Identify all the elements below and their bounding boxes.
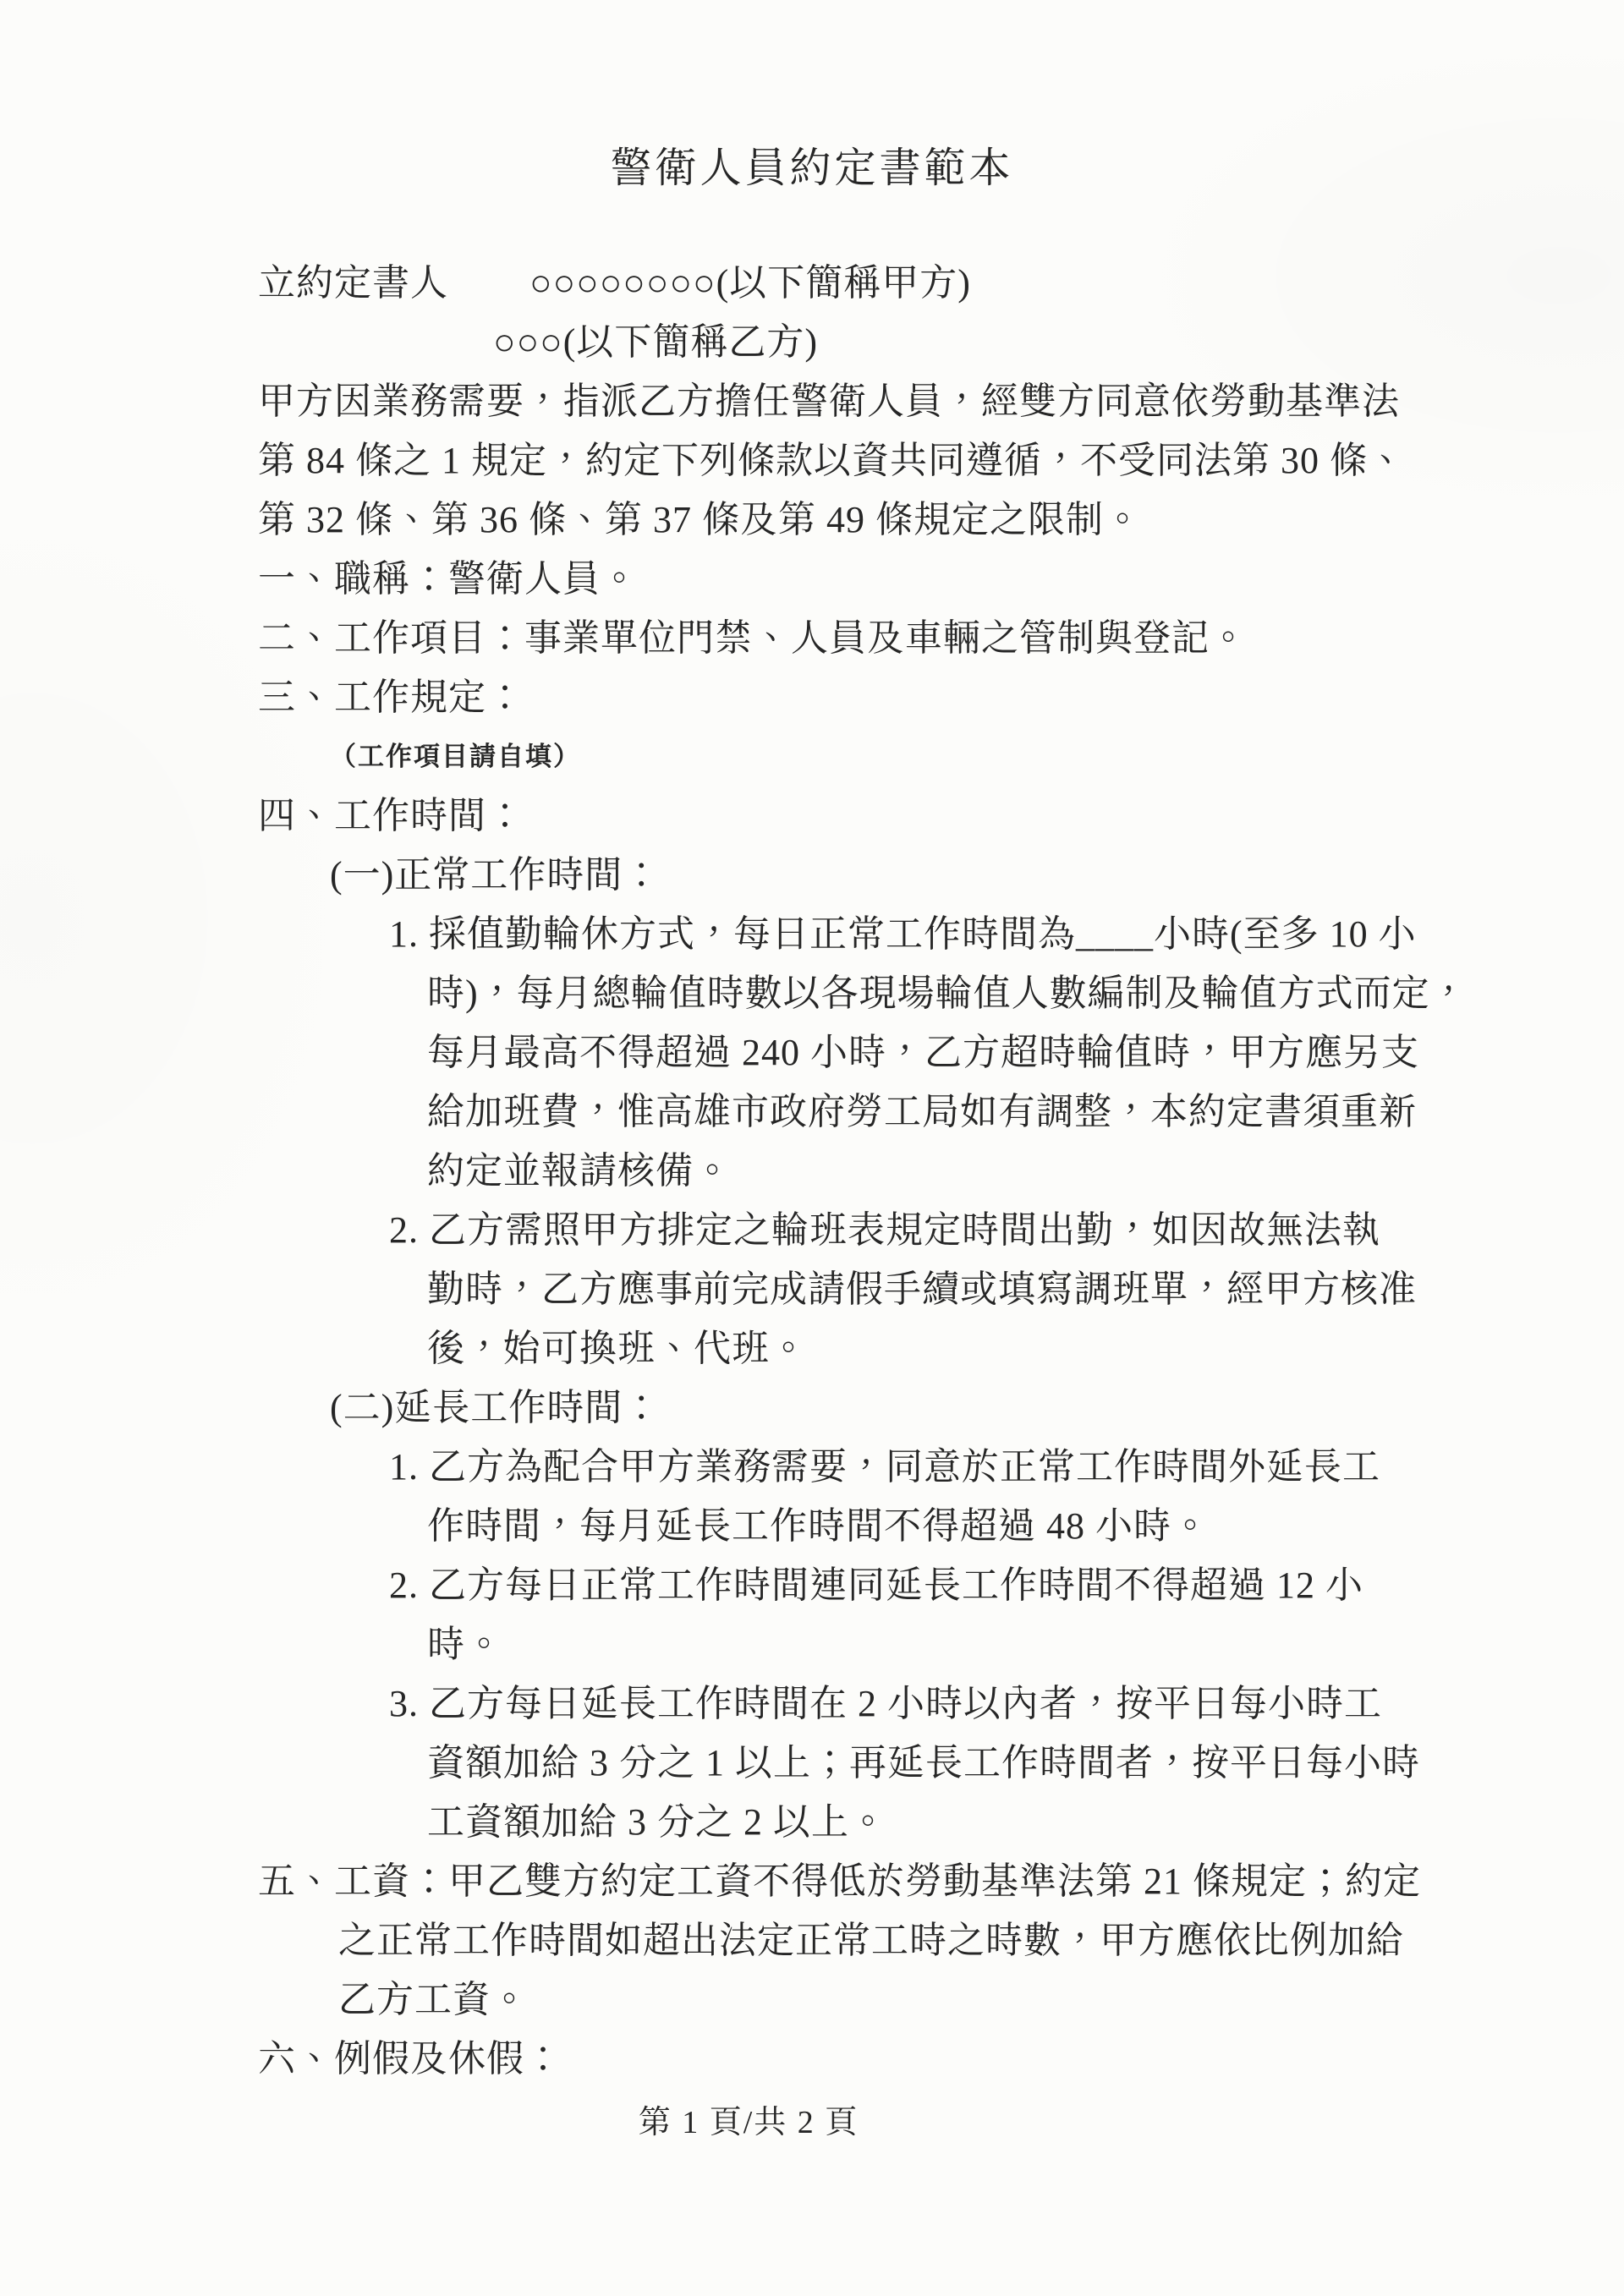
clause-4a-item-1-line-4: 給加班費，惟高雄市政府勞工局如有調整，本約定書須重新: [427, 1091, 1417, 1132]
clause-4b-header-extended-hours: (二)延長工作時間：: [330, 1387, 661, 1428]
clause-4a-item-1-line-1: 1. 採值勤輪休方式，每日正常工作時間為____小時(至多 10 小: [389, 913, 1417, 955]
clause-4a-item-2-line-2: 勤時，乙方應事前完成請假手續或填寫調班單，經甲方核准: [427, 1269, 1417, 1310]
clause-4a-item-1-line-2: 時)，每月總輪值時數以各現場輪值人數編制及輪值方式而定，: [427, 973, 1468, 1014]
party-line-a: [258, 254, 1459, 313]
clause-4b-item-3-line-2: 資額加給 3 分之 1 以上；再延長工作時間者，按平日每小時: [427, 1742, 1420, 1784]
clause-2-work-items: 二、工作項目：事業單位門禁、人員及車輛之管制與登記。: [258, 617, 1248, 659]
clause-1-job-title: 一、職稱：警衛人員。: [258, 558, 639, 600]
clause-4b-item-3-line-1: 3. 乙方每日延長工作時間在 2 小時以內者，按平日每小時工: [389, 1683, 1382, 1724]
preamble-line-1: 甲方因業務需要，指派乙方擔任警衛人員，經雙方同意依勞動基準法: [258, 381, 1400, 422]
clause-4b-item-3-line-3: 工資額加給 3 分之 2 以上。: [427, 1801, 887, 1843]
document-title: 警衛人員約定書範本: [610, 145, 1014, 191]
clause-5-wage-line-1: 五、工資：甲乙雙方約定工資不得低於勞動基準法第 21 條規定；約定: [258, 1860, 1421, 1902]
party-label: 立約定書人: [258, 262, 448, 304]
party-a-value: ○○○○○○○○(以下簡稱甲方): [529, 262, 971, 304]
clause-3-fill-in-note: （工作項目請自填）: [330, 742, 581, 771]
clause-4a-item-1-line-3: 每月最高不得超過 240 小時，乙方超時輪值時，甲方應另支: [427, 1032, 1419, 1073]
clause-4a-header-normal-hours: (一)正常工作時間：: [330, 854, 661, 896]
document-body: [258, 254, 1468, 2089]
party-line-b: ○○○(以下簡稱乙方): [493, 321, 819, 363]
clause-5-wage-line-3: 乙方工資。: [338, 1979, 529, 2020]
clause-5-wage-line-2: 之正常工作時間如超出法定正常工時之時數，甲方應依比例加給: [338, 1920, 1404, 1961]
clause-4b-item-1-line-2: 作時間，每月延長工作時間不得超過 48 小時。: [427, 1505, 1210, 1547]
clause-4a-item-2-line-3: 後，始可換班、代班。: [427, 1328, 808, 1369]
preamble-line-2: 第 84 條之 1 規定，約定下列條款以資共同遵循，不受同法第 30 條、: [258, 440, 1406, 481]
clause-4b-item-1-line-1: 1. 乙方為配合甲方業務需要，同意於正常工作時間外延長工: [389, 1446, 1380, 1488]
clause-4b-item-2-line-2: 時。: [427, 1624, 503, 1665]
clause-6-holidays: 六、例假及休假：: [258, 2038, 562, 2080]
clause-4a-item-1-line-5: 約定並報請核備。: [427, 1150, 732, 1192]
clause-4b-item-2-line-1: 2. 乙方每日正常工作時間連同延長工作時間不得超過 12 小: [389, 1564, 1363, 1606]
clause-4a-item-2-line-1: 2. 乙方需照甲方排定之輪班表規定時間出勤，如因故無法執: [389, 1209, 1380, 1251]
clause-3-work-rules: 三、工作規定：: [258, 677, 524, 718]
page-footer-page-number: 第 1 頁/共 2 頁: [638, 2105, 859, 2140]
preamble-line-3: 第 32 條、第 36 條、第 37 條及第 49 條規定之限制。: [258, 499, 1142, 540]
clause-4-work-hours: 四、工作時間：: [258, 795, 524, 836]
